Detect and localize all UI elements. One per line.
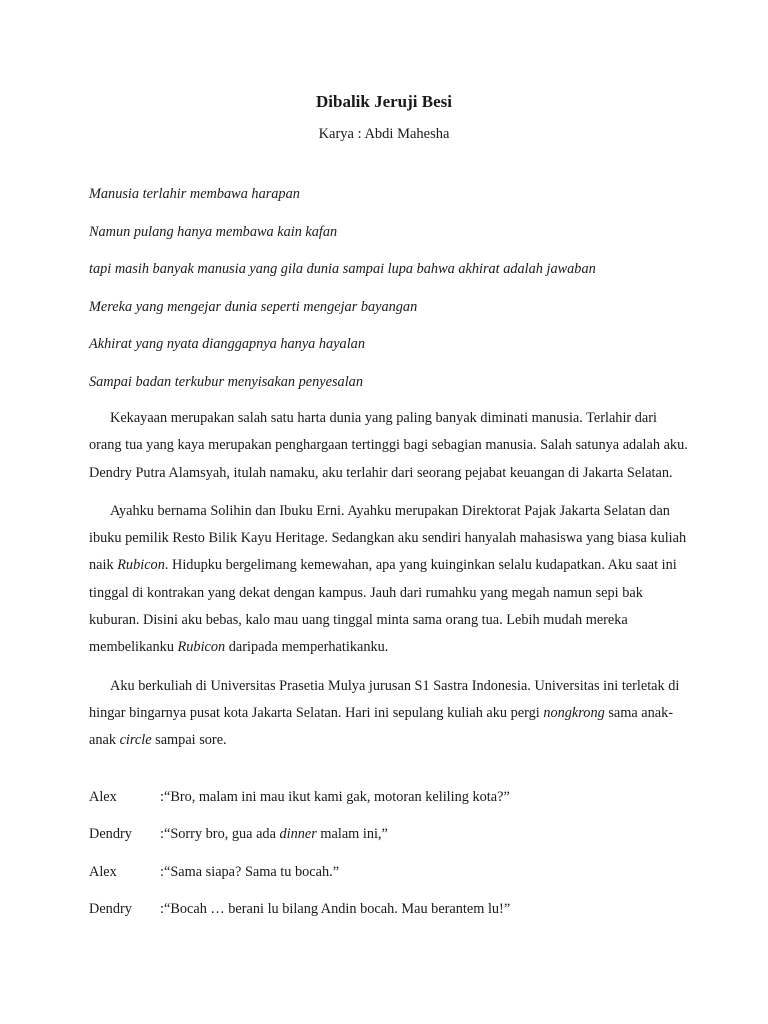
paragraph-text: Kekayaan merupakan salah satu harta dunia yang paling banyak diminati manusia. Terlahir dari orang tua yang kaya merupakan penghargaan tertinggi bagi sebagian manusia. Salah satunya adalah aku. Dendry Putra Alamsyah, itulah namaku, aku terlahir dari seorang pejabat keuangan di Jakarta Selatan. — [89, 410, 688, 481]
paragraph-text: Ayahku bernama Solihin dan Ibuku Erni. Ayahku merupakan Direktorat Pajak Jakarta Selatan dan ibuku pemilik Resto Bilik Kayu Heritage. Sedangkan aku sendiri hanyalah mahasiswa yang biasa kuliah naik — [89, 502, 687, 574]
speaker-name: Dendry — [89, 826, 132, 843]
paragraph-text: . Hidupku bergelimang kemewahan, apa yang kuinginkan selalu kudapatkan. Aku saat ini tinggal di kontrakan yang dekat dengan kampus. Jauh dari rumahku yang megah namun sepi bak kuburan. Disini aku bebas, kalo mau uang tinggal minta sama orang tua. Lebih mudah mereka membelikanku — [89, 557, 677, 656]
paragraph — [89, 673, 689, 755]
speaker-name: Alex — [89, 789, 117, 805]
speaker-name: Dendry — [89, 900, 132, 917]
poem-line: Akhirat yang nyata dianggapnya hanya hayalan — [89, 336, 365, 352]
dialogue-segment: :“Bocah … berani lu bilang Andin bocah. Mau berantem lu!” — [160, 900, 511, 917]
paragraph-text: sampai sore. — [151, 732, 227, 749]
dialogue-line — [89, 823, 709, 860]
dialogue-text — [160, 861, 339, 898]
dialogue-segment: :“Sama siapa? Sama tu bocah.” — [160, 863, 340, 880]
dialogue-block — [89, 786, 709, 935]
poem-line: Namun pulang hanya membawa kain kafan — [89, 223, 338, 240]
dialogue-segment: :“Bro, malam ini mau ikut kami gak, motoran keliling kota?” — [160, 789, 510, 805]
italic-term: circle — [119, 732, 152, 749]
dialogue-line — [89, 898, 709, 935]
dialogue-line — [89, 786, 709, 823]
dialogue-segment: :“Sorry bro, gua ada — [160, 826, 280, 843]
italic-term: dinner — [279, 826, 317, 843]
italic-term: Rubicon — [117, 557, 165, 574]
dialogue-line — [89, 861, 709, 898]
author-line: Karya : Abdi Mahesha — [318, 126, 450, 142]
poem-line: tapi masih banyak manusia yang gila dunia sampai lupa bahwa akhirat adalah jawaban — [89, 261, 596, 277]
paragraph-text: daripada memperhatikanku. — [225, 639, 389, 656]
dialogue-segment: malam ini,” — [316, 826, 388, 843]
document-title: Dibalik Jeruji Besi — [315, 92, 452, 111]
prose-block — [89, 405, 689, 766]
speaker-name: Alex — [89, 863, 117, 880]
paragraph — [89, 405, 689, 487]
dialogue-text — [160, 786, 510, 823]
paragraph-text: sama anak-anak — [89, 704, 674, 749]
poem-line: Manusia terlahir membawa harapan — [89, 186, 300, 202]
paragraph-text: Aku berkuliah di Universitas Prasetia Mulya jurusan S1 Sastra Indonesia. Universitas ini terletak di hingar bingarnya pusat kota Jakarta Selatan. Hari ini sepulang kuliah aku pergi — [89, 677, 680, 721]
italic-term: Rubicon — [177, 639, 226, 656]
poem-line: Mereka yang mengejar dunia seperti mengejar bayangan — [89, 298, 418, 315]
paragraph — [89, 498, 689, 662]
dialogue-text — [160, 898, 510, 935]
dialogue-text — [160, 823, 388, 860]
poem-block — [89, 184, 709, 409]
italic-term: nongkrong — [543, 704, 605, 721]
poem-line: Sampai badan terkubur menyisakan penyesalan — [89, 373, 363, 390]
